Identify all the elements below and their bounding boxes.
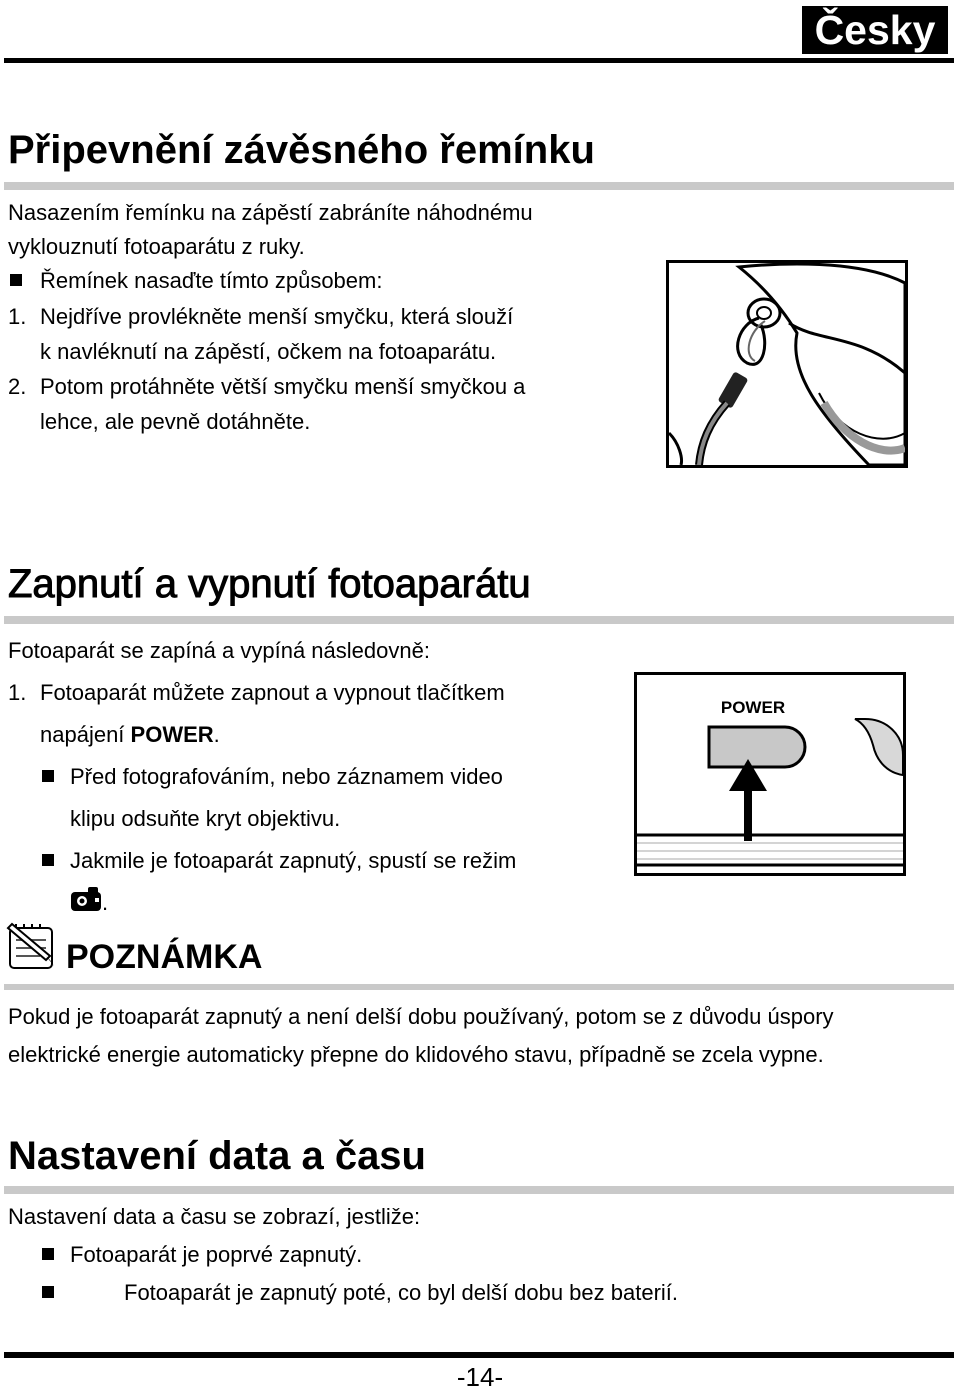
note-line1: Pokud je fotoaparát zapnutý a není delší dobu používaný, potom se z důvodu úspory (8, 1004, 834, 1029)
camera-mode-icon (70, 886, 102, 912)
footer-rule (4, 1352, 954, 1358)
power-step1-number: 1. (8, 680, 27, 705)
power-bullet2-suffix: . (102, 890, 109, 915)
power-step1-line2 (40, 722, 220, 748)
note-rule (4, 984, 954, 990)
strap-step2-line1: Potom protáhněte větší smyčku menší smyčkou a (40, 374, 526, 399)
camera-strap-drawing (669, 263, 905, 465)
section-rule-strap (4, 182, 954, 190)
bullet-square-icon (42, 770, 54, 782)
bullet-square-icon (42, 1248, 54, 1260)
datetime-intro: Nastavení data a času se zobrazí, jestliže: (8, 1204, 421, 1229)
power-button-illustration (634, 672, 906, 876)
strap-step1-line2: k navléknutí na zápěstí, očkem na fotoaparátu. (40, 339, 497, 364)
language-badge: Česky (802, 6, 948, 54)
strap-intro-line2: vyklouznutí fotoaparátu z ruky. (8, 234, 305, 259)
strap-step1-line1: Nejdříve provlékněte menší smyčku, která slouží (40, 304, 514, 329)
power-button-drawing (637, 675, 903, 873)
section-rule-power (4, 616, 954, 624)
datetime-bullet2: Fotoaparát je zapnutý poté, co byl delší dobu bez baterií. (124, 1280, 679, 1305)
datetime-bullet1: Fotoaparát je poprvé zapnutý. (70, 1242, 363, 1267)
power-bullet2-line1: Jakmile je fotoaparát zapnutý, spustí se režim (70, 848, 517, 873)
power-label: POWER (720, 698, 786, 717)
page-number: -14- (456, 1362, 504, 1392)
bullet-square-icon (42, 1286, 54, 1298)
power-button-name: POWER (130, 722, 214, 747)
power-intro: Fotoaparát se zapíná a vypíná následovně: (8, 638, 430, 663)
strap-illustration (666, 260, 908, 468)
section-title-strap: Připevnění závěsného řemínku (8, 128, 595, 172)
note-title: POZNÁMKA (66, 938, 263, 976)
bullet-square-icon (42, 854, 54, 866)
power-step1-period: . (213, 722, 220, 747)
strap-step2-number: 2. (8, 374, 27, 399)
header-rule (4, 58, 954, 63)
power-bullet1-line1: Před fotografováním, nebo záznamem video (70, 764, 503, 789)
section-rule-datetime (4, 1186, 954, 1194)
power-step1-line1: Fotoaparát můžete zapnout a vypnout tlačítkem (40, 680, 505, 705)
section-title-datetime: Nastavení data a času (8, 1134, 426, 1178)
strap-bullet-text: Řemínek nasaďte tímto způsobem: (40, 268, 383, 293)
note-line2: elektrické energie automaticky přepne do klidového stavu, případně se zcela vypne. (8, 1042, 824, 1067)
power-bullet1-line2: klipu odsuňte kryt objektivu. (70, 806, 341, 831)
strap-step2-line2: lehce, ale pevně dotáhněte. (40, 409, 311, 434)
strap-step1-number: 1. (8, 304, 27, 329)
note-pad-icon (6, 920, 58, 972)
section-title-power: Zapnutí a vypnutí fotoaparátu (8, 562, 531, 606)
power-step1-prefix: napájení (40, 722, 131, 747)
bullet-square-icon (10, 274, 22, 286)
strap-intro-line1: Nasazením řemínku na zápěstí zabráníte náhodnému (8, 200, 533, 225)
